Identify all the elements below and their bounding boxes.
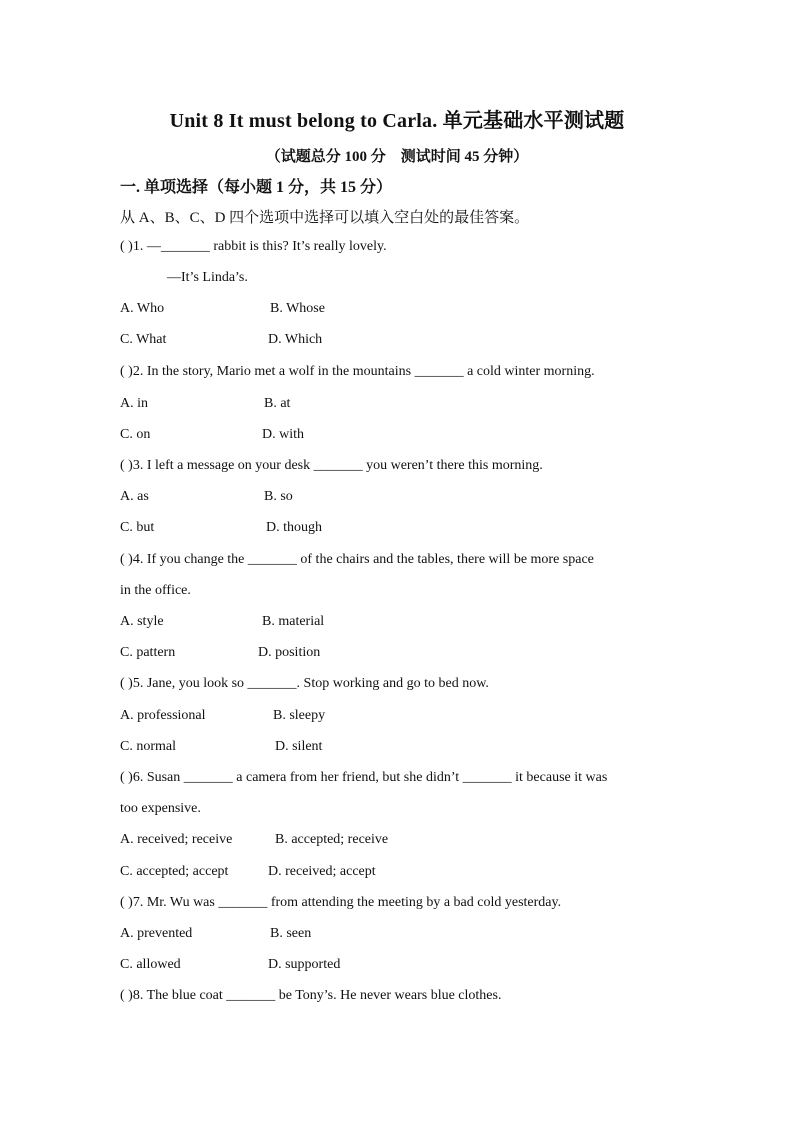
question-2-option-b: B. at <box>264 396 291 411</box>
question-6-option-b: B. accepted; receive <box>275 832 389 847</box>
question-8-stem: ( )8. The blue coat _______ be Tony’s. He never wears blue clothes. <box>120 988 502 1003</box>
question-4-stem-cont: in the office. <box>120 583 191 598</box>
page-title: Unit 8 It must belong to Carla. 单元基础水平测试题 <box>169 110 625 132</box>
question-7-option-d: D. supported <box>268 957 341 972</box>
question-7-option-a: A. prevented <box>120 926 193 941</box>
question-7-option-b: B. seen <box>270 926 312 941</box>
question-5-stem: ( )5. Jane, you look so _______. Stop working and go to bed now. <box>120 676 489 691</box>
question-5-option-c: C. normal <box>120 739 176 754</box>
question-1-option-c: C. What <box>120 332 167 347</box>
question-6-option-c: C. accepted; accept <box>120 864 229 879</box>
question-3-option-b: B. so <box>264 489 293 504</box>
section-heading: 一. 单项选择（每小题 1 分，共 15 分） <box>120 179 393 196</box>
question-3-stem: ( )3. I left a message on your desk _______ you weren’t there this morning. <box>120 458 543 473</box>
question-4-option-c: C. pattern <box>120 645 176 660</box>
question-5-option-b: B. sleepy <box>273 708 326 723</box>
question-1-stem-cont: —It’s Linda’s. <box>167 270 248 285</box>
section-instruction: 从 A、B、C、D 四个选项中选择可以填入空白处的最佳答案。 <box>120 210 530 226</box>
question-6-stem: ( )6. Susan _______ a camera from her friend, but she didn’t _______ it because it was <box>120 770 608 785</box>
question-2-option-d: D. with <box>262 427 304 442</box>
question-7-stem: ( )7. Mr. Wu was _______ from attending the meeting by a bad cold yesterday. <box>120 895 562 910</box>
question-2-option-c: C. on <box>120 427 151 442</box>
question-4-option-b: B. material <box>262 614 325 629</box>
question-3-option-a: A. as <box>120 489 149 504</box>
question-1-option-a: A. Who <box>120 301 165 316</box>
question-3-option-c: C. but <box>120 520 155 535</box>
question-3-option-d: D. though <box>266 520 322 535</box>
question-1-option-b: B. Whose <box>270 301 325 316</box>
question-1-option-d: D. Which <box>268 332 323 347</box>
question-4-stem: ( )4. If you change the _______ of the chairs and the tables, there will be more space <box>120 552 594 567</box>
question-6-option-a: A. received; receive <box>120 832 233 847</box>
question-2-option-a: A. in <box>120 396 148 411</box>
page-subtitle: （试题总分 100 分 测试时间 45 分钟） <box>265 149 529 165</box>
question-1-stem: ( )1. —_______ rabbit is this? It’s really lovely. <box>120 239 387 254</box>
question-6-option-d: D. received; accept <box>268 864 376 879</box>
question-2-stem: ( )2. In the story, Mario met a wolf in the mountains _______ a cold winter morning. <box>120 364 595 379</box>
question-5-option-a: A. professional <box>120 708 206 723</box>
question-5-option-d: D. silent <box>275 739 323 754</box>
question-4-option-d: D. position <box>258 645 321 660</box>
question-6-stem-cont: too expensive. <box>120 801 201 816</box>
question-7-option-c: C. allowed <box>120 957 181 972</box>
question-4-option-a: A. style <box>120 614 164 629</box>
